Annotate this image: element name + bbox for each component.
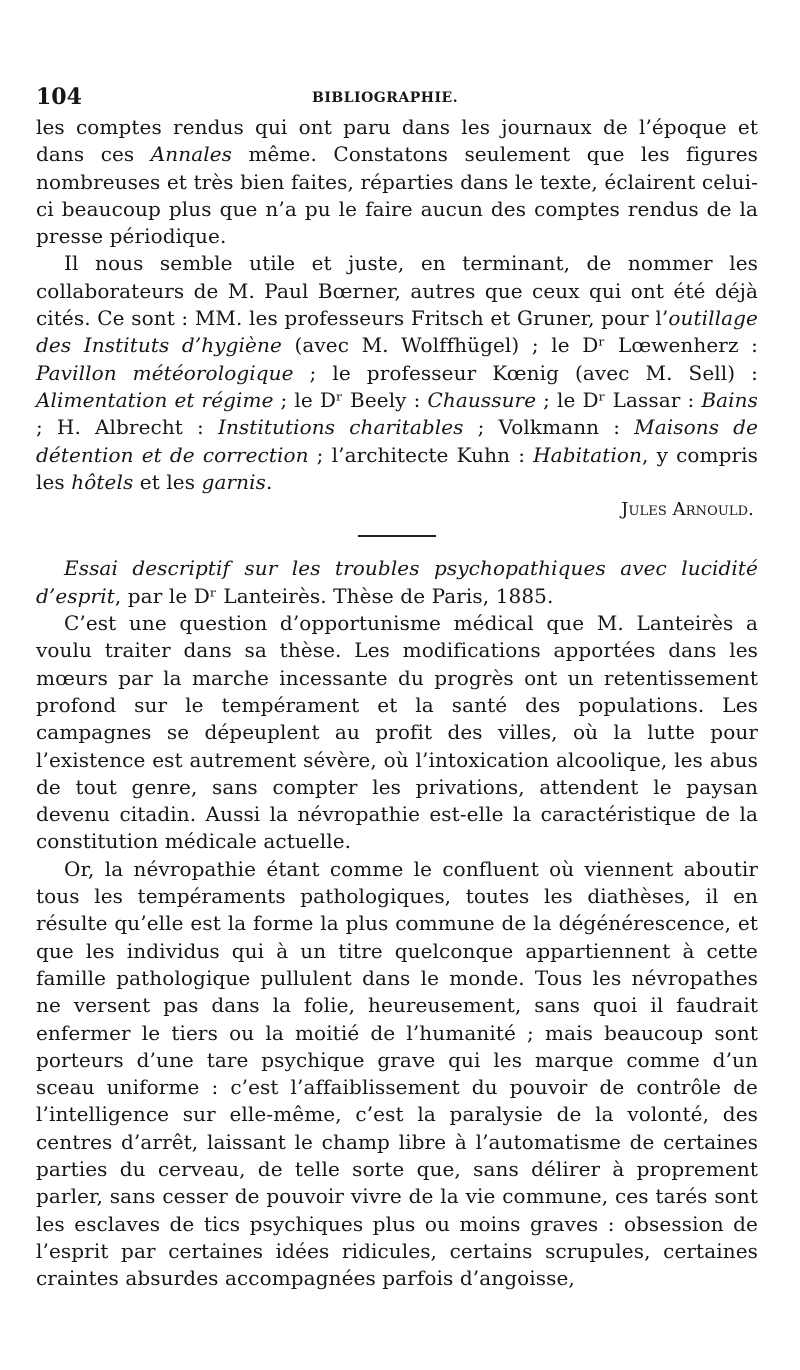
text-run: , y compris les [36, 442, 758, 494]
italic-text: Maisons de détention et de correction [36, 415, 759, 467]
italic-text: outillage des Instituts d’hygiène [36, 306, 758, 358]
text-run: et les [133, 469, 202, 494]
paragraph-p2 [36, 250, 758, 496]
italic-text: Pavillon météorologique [36, 360, 294, 385]
review-signature: Jules Arnould. [621, 499, 754, 521]
running-title: BIBLIOGRAPHIE. [312, 90, 459, 106]
italic-text: Institutions charitables [217, 415, 464, 440]
text-run: ; le Dʳ Beely : [273, 387, 428, 412]
page-number: 104 [36, 84, 82, 110]
italic-text: Annales [150, 142, 233, 167]
paragraph-p4 [36, 610, 758, 856]
text-run: Or, la névropathie étant comme le confluent où viennent aboutir tous les tempéraments pathologiques, toutes les diathèses, il en résulte qu’elle est la forme la plus commune de la dégénérescence, et que les individus qui à un titre quelconque appartiennent à cette famille pathologique pullulent dans le monde. Tous les névropathes ne versent pas dans la folie, heureusement, sans quoi il faudrait enfermer le tiers ou la moitié de l’humanité ; mais beaucoup sont porteurs d’une tare psychique grave qui les marque comme d’un sceau uniforme : c’est l’affaiblissement du pouvoir de contrôle de l’intelligence sur elle-même, c’est la paralysie de la volonté, des centres d’arrêt, laissant le champ libre à l’automatisme de certaines parties du cerveau, de telle sorte que, sans délirer à proprement parler, sans cesser de pouvoir vivre de la vie commune, ces tarés sont les esclaves de tics psychiques plus ou moins graves : obsession de l’esprit par certaines idées ridicules, certains scrupules, certaines craintes absurdes accompagnées parfois d’angoisse, [36, 856, 758, 1291]
paragraph-p5 [36, 856, 758, 1293]
italic-text: hôtels [71, 469, 134, 494]
text-run: ; H. Albrecht : [36, 415, 218, 440]
text-run: les comptes rendus qui ont paru dans les journaux de l’époque et dans ces [36, 115, 758, 167]
page-header [36, 84, 758, 114]
body-text [36, 114, 758, 1292]
text-run: ; Volkmann : [463, 415, 635, 440]
paragraph-p3 [36, 555, 758, 610]
text-run: même. Constatons seulement que les figures nombreuses et très bien faites, réparties dans le texte, éclairent celui-ci beaucoup plus que n’a pu le faire aucun des comptes rendus de la presse périodique. [36, 142, 758, 249]
text-run: (avec M. Wolffhügel) ; le Dʳ Lœwenherz : [281, 333, 758, 358]
italic-text: Bains [701, 387, 758, 412]
text-run: ; le Dʳ Lassar : [536, 387, 702, 412]
text-run: , par le Dʳ Lanteirès. Thèse de Paris, 1885. [114, 583, 554, 608]
text-run: Il nous semble utile et juste, en terminant, de nommer les collaborateurs de M. Paul Bœrner, autres que ceux qui ont été déjà cités. Ce sont : MM. les professeurs Fritsch et Gruner, pour l’ [36, 251, 758, 331]
italic-text: Habitation [533, 442, 643, 467]
text-run: . [266, 469, 273, 494]
review-continuation [36, 114, 758, 496]
italic-text: Chaussure [427, 387, 537, 412]
italic-text: Alimentation et régime [36, 387, 274, 412]
italic-text: garnis [201, 469, 267, 494]
text-run: C’est une question d’opportunisme médical que M. Lanteirès a voulu traiter dans sa thèse. Les modifications apportées dans les mœurs par la marche incessante du progrès ont un retentissement profond sur le tempérament et la santé des populations. Les campagnes se dépeuplent au profit des villes, où la lutte pour l’existence est autrement sévère, où l’intoxication alcoolique, les abus de tout genre, sans compter les privations, attendent le paysan devenu citadin. Aussi la névropathie est-elle la caractéristique de la constitution médicale actuelle. [36, 611, 758, 854]
text-run: ; l’architecte Kuhn : [308, 442, 534, 467]
text-run: ; le professeur Kœnig (avec M. Sell) : [293, 360, 758, 385]
italic-text: Essai descriptif sur les troubles psychopathiques avec lucidité d’esprit [36, 556, 758, 608]
paragraph-p1 [36, 114, 758, 250]
review-lanteires [36, 555, 758, 1292]
section-divider [358, 535, 436, 537]
